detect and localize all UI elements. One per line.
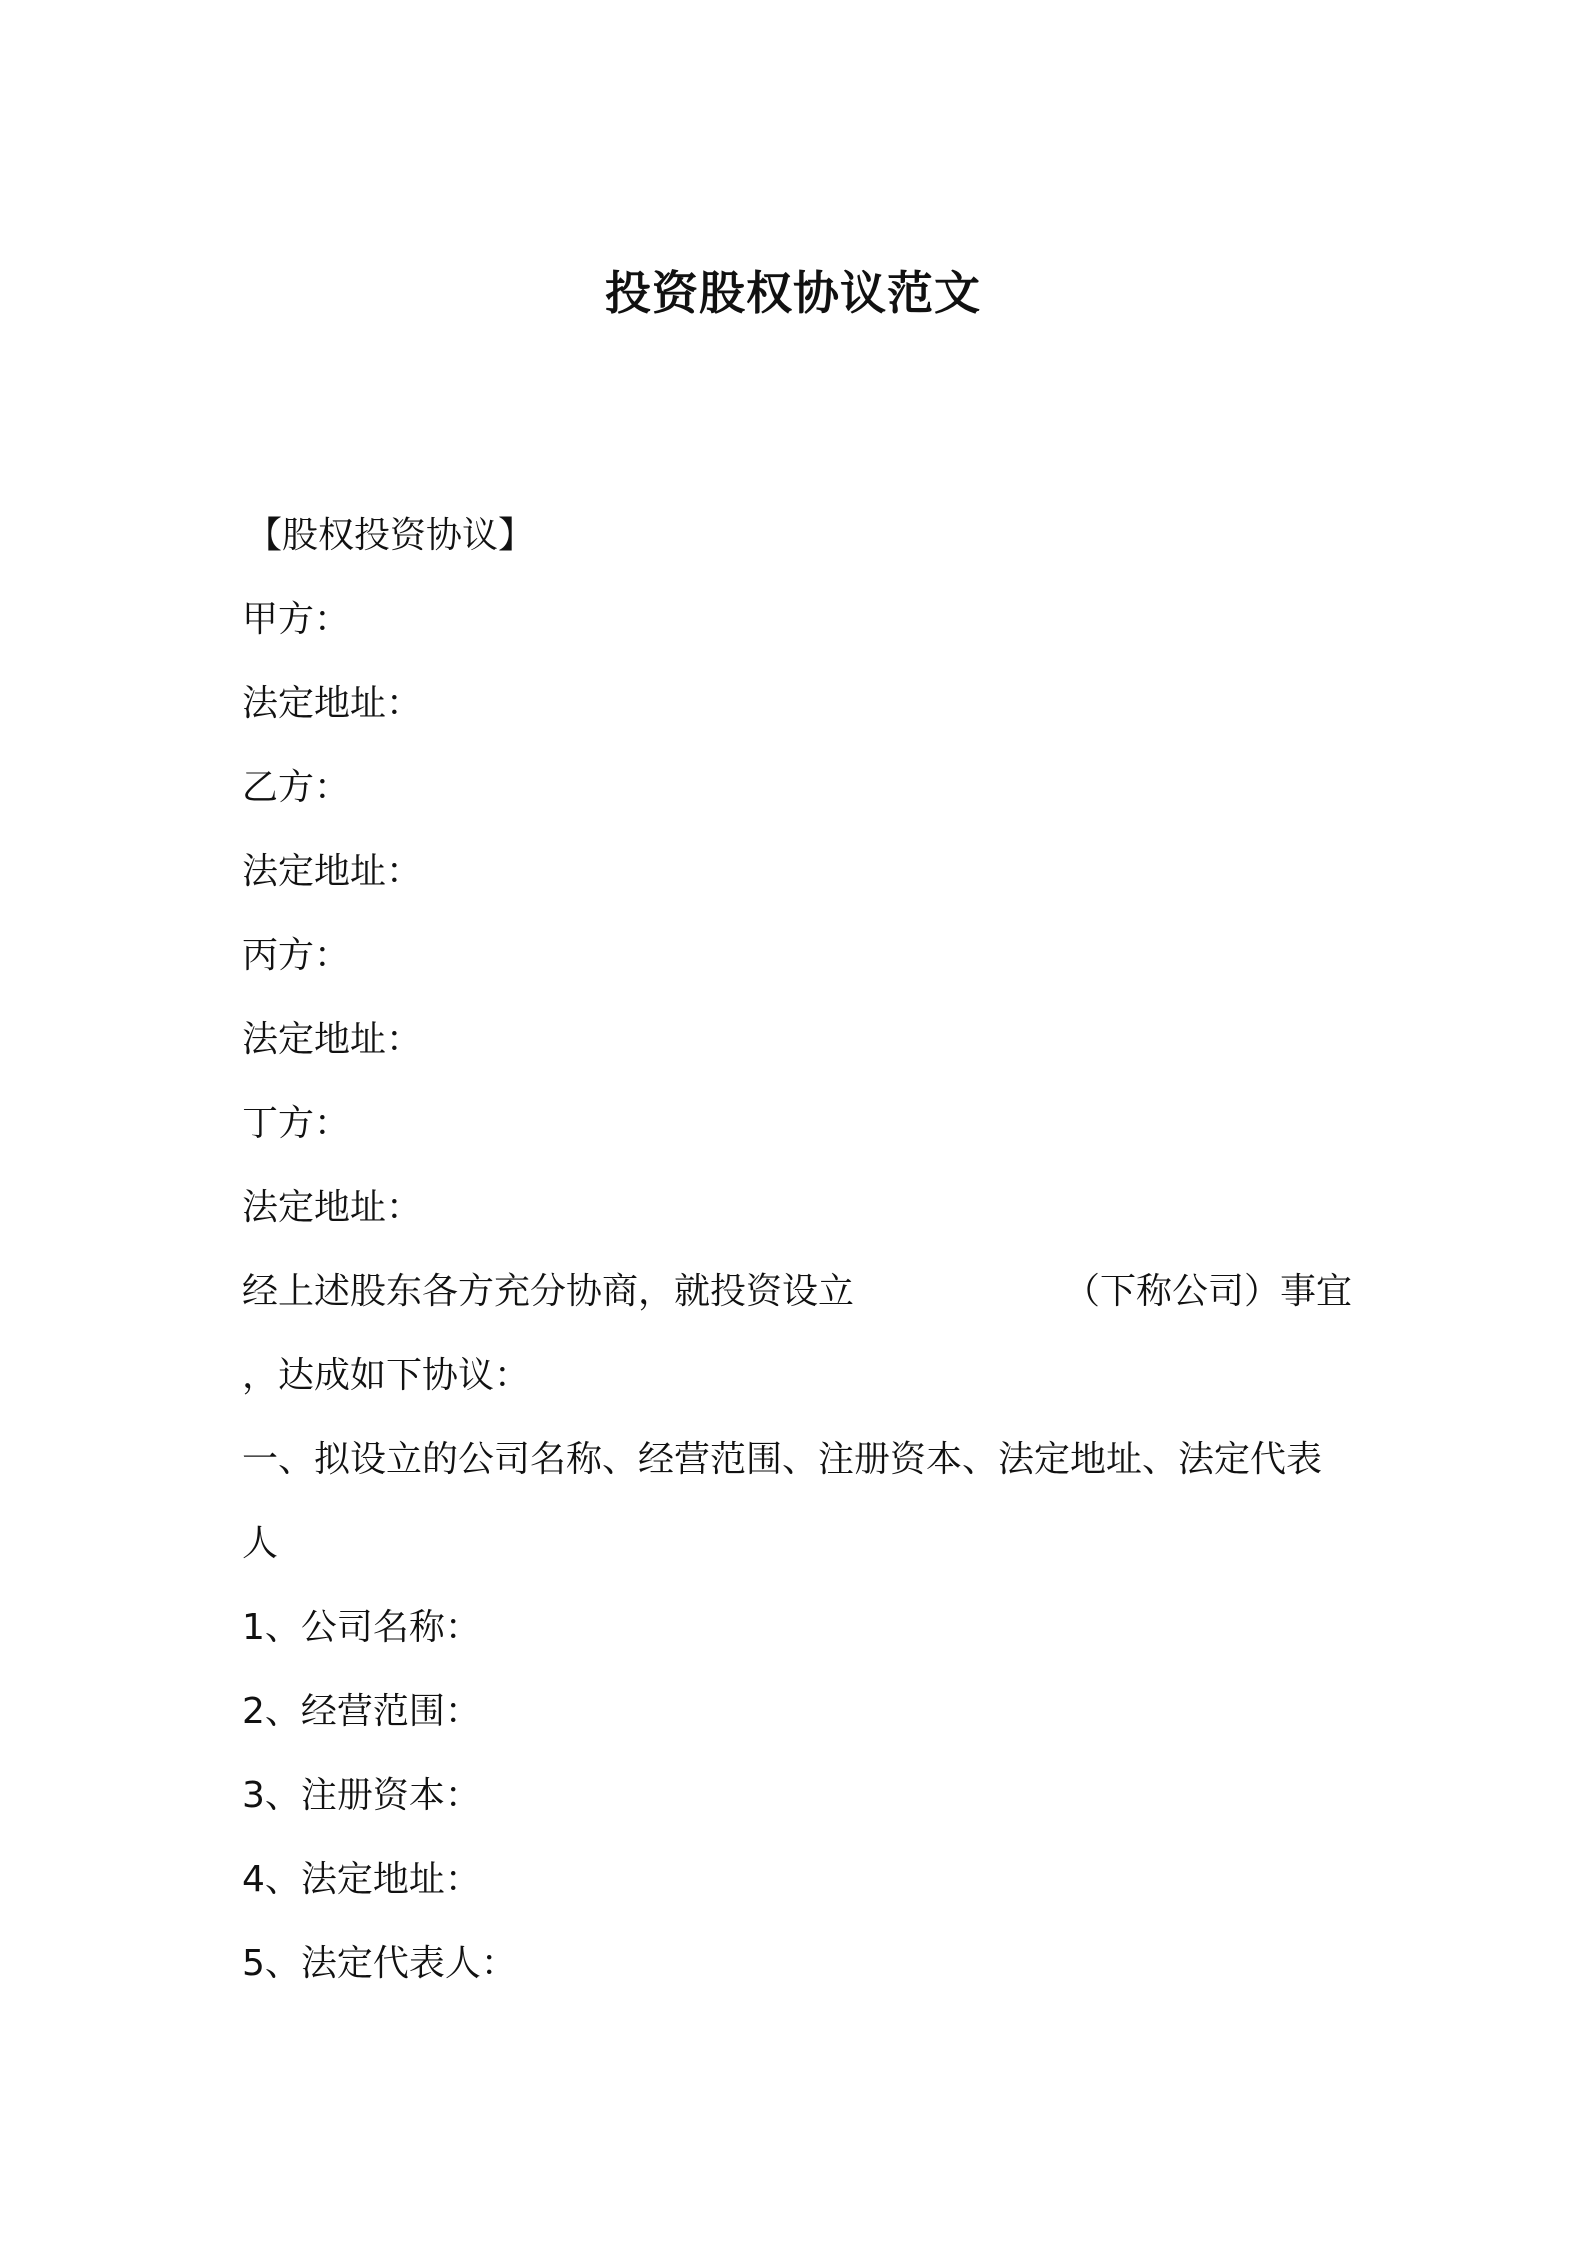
agreement-heading: 【股权投资协议】 — [246, 515, 535, 556]
party-c-address-label: 法定地址： — [242, 1019, 423, 1060]
item-company-name: 1、公司名称： — [242, 1607, 481, 1648]
party-b-address-label: 法定地址： — [242, 851, 423, 892]
intro-paragraph-line — [242, 1250, 1352, 1334]
item-legal-address: 4、法定地址： — [242, 1859, 481, 1900]
section-1-heading-line2: 人 — [242, 1523, 279, 1564]
section-1-heading-line1: 一、拟设立的公司名称、经营范围、注册资本、法定地址、法定代表 — [242, 1439, 1323, 1480]
party-a-label: 甲方： — [242, 599, 351, 640]
party-a-address-label: 法定地址： — [242, 683, 423, 724]
intro-text-part2: （下称公司）事宜 — [1063, 1271, 1352, 1312]
item-registered-capital: 3、注册资本： — [242, 1775, 481, 1816]
item-legal-representative: 5、法定代表人： — [242, 1943, 517, 1984]
intro-paragraph-continuation: ，达成如下协议： — [242, 1355, 531, 1396]
party-d-address-label: 法定地址： — [242, 1187, 423, 1228]
party-c-label: 丙方： — [242, 935, 351, 976]
document-body — [242, 494, 1352, 2006]
item-business-scope: 2、经营范围： — [242, 1691, 481, 1732]
party-b-label: 乙方： — [242, 767, 351, 808]
party-d-label: 丁方： — [242, 1103, 351, 1144]
document-title: 投资股权协议范文 — [605, 266, 981, 320]
intro-text-part1: 经上述股东各方充分协商，就投资设立 — [242, 1271, 855, 1312]
